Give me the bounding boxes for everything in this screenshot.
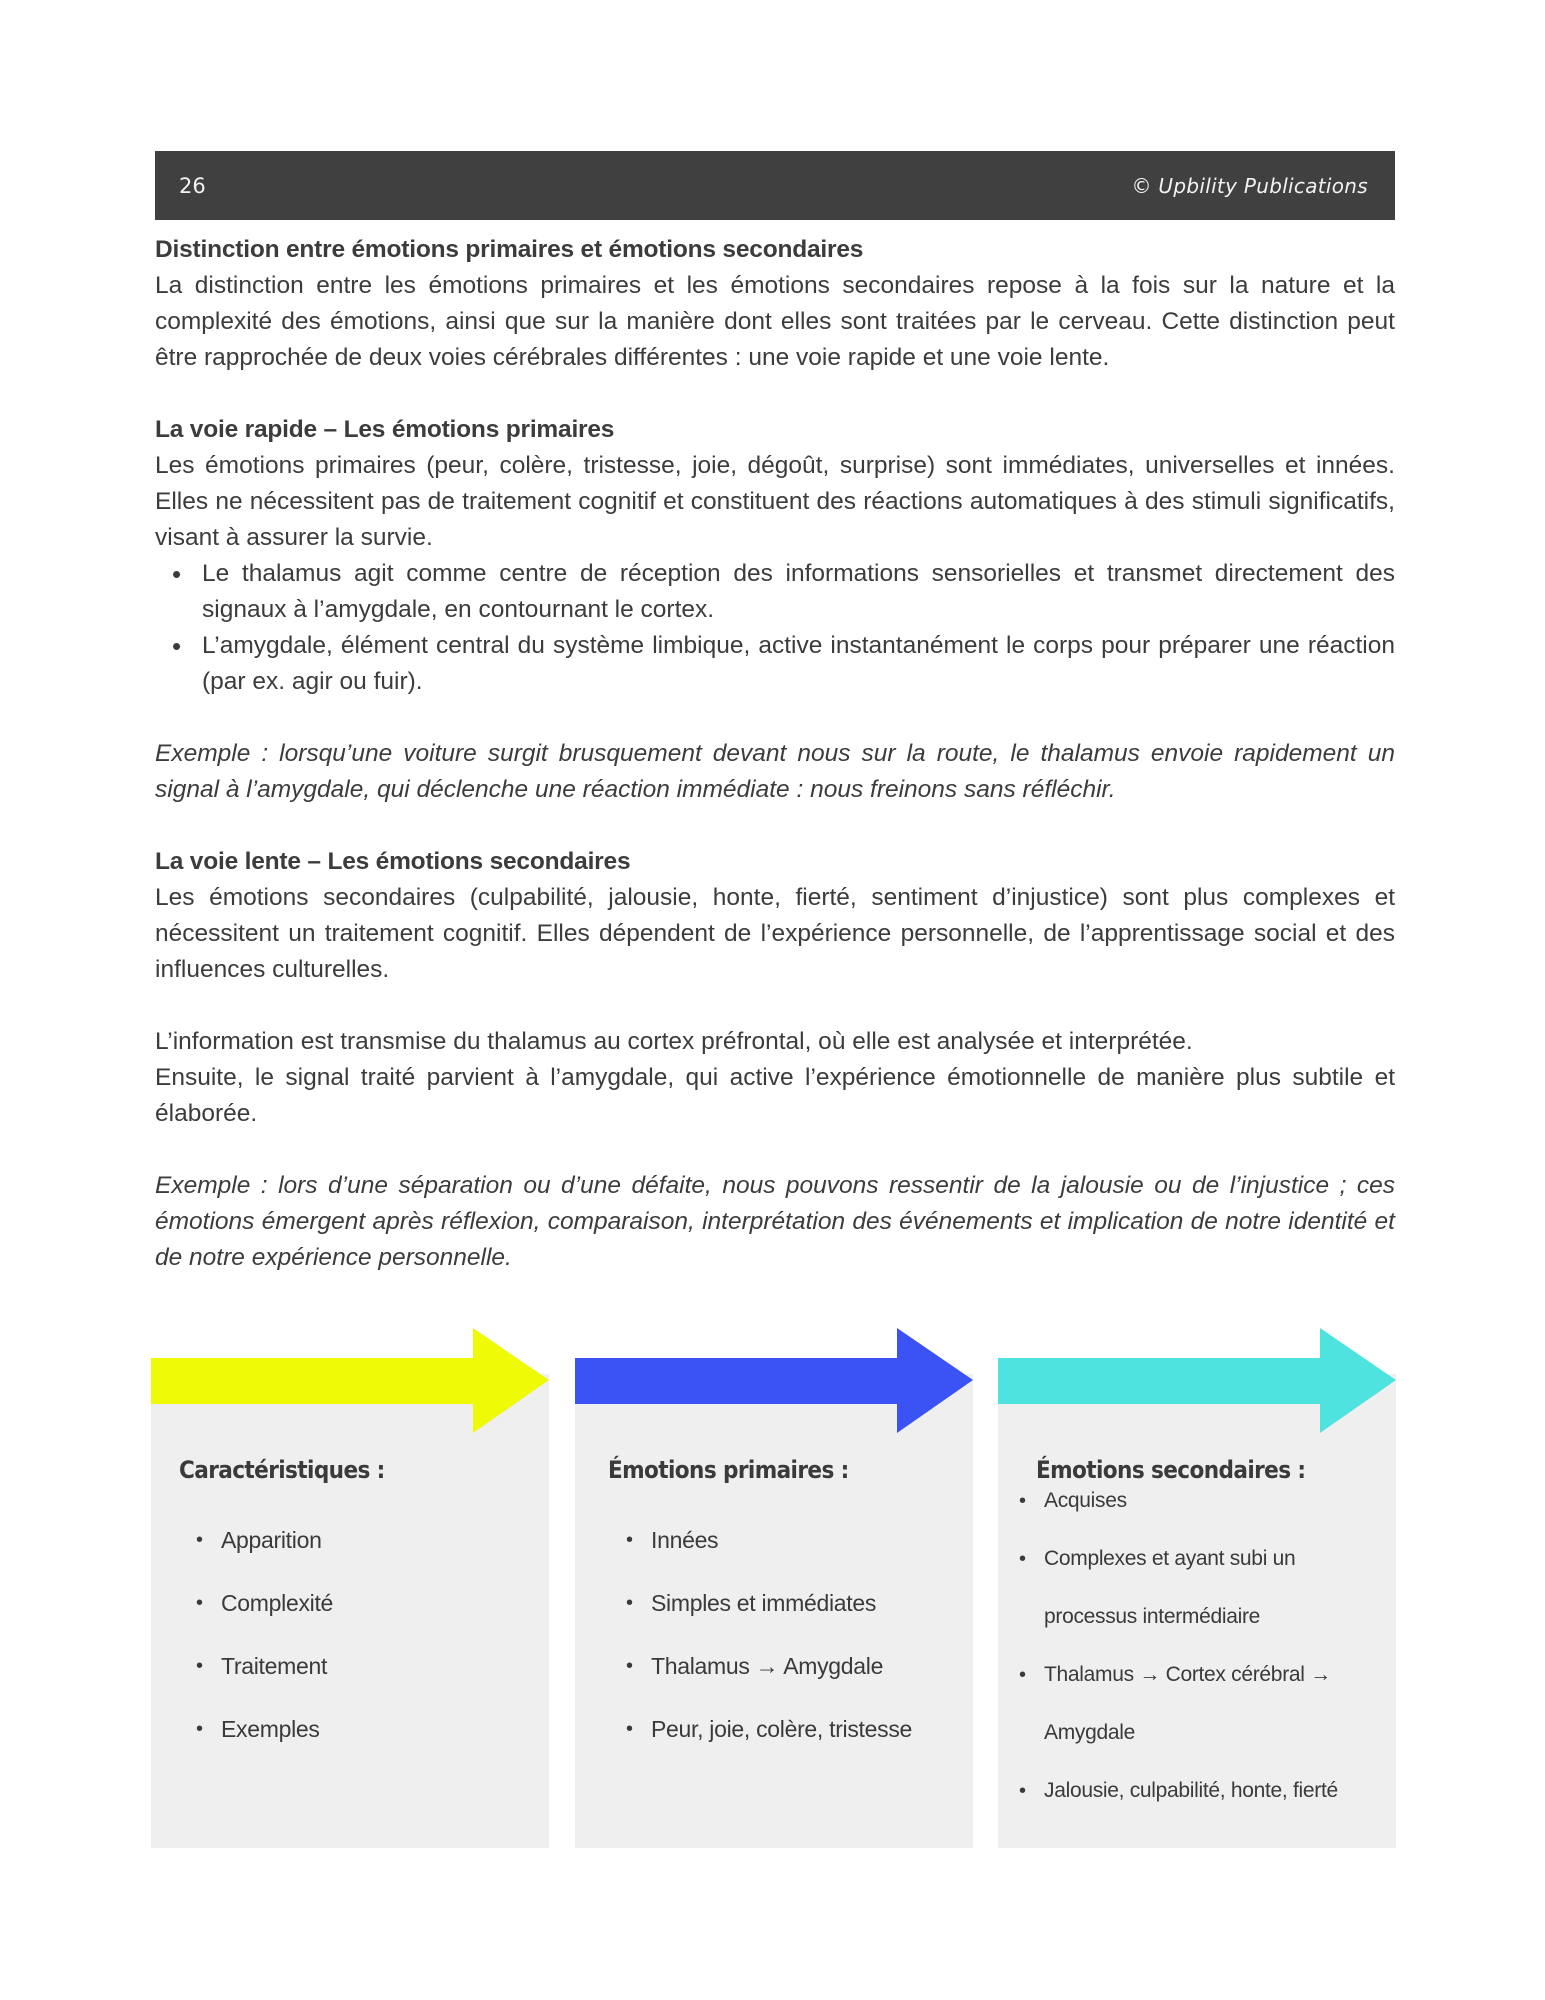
arrow-shape [998,1328,1396,1433]
publisher-credit: © Upbility Publications [1131,173,1368,198]
card-list [651,1525,912,1777]
arrow-right-icon [998,1328,1396,1438]
slow-path-text-3: Ensuite, le signal traité parvient à l’amygdale, qui active l’expérience émotionnelle de manière plus subtile et élaborée. [155,1064,1395,1127]
list-item: • Thalamus → Cortex cérébral → [1044,1646,1338,1704]
card-body [151,1374,549,1848]
arrow-shape [575,1328,973,1433]
card-characteristics [151,1328,549,1848]
list-item: • Acquises [1044,1486,1338,1516]
slow-path-example: Exemple : lors d’une séparation ou d’une défaite, nous pouvons ressentir de la jalousie ou de l’injustice ; ces émotions émergent après réflexion, comparaison, interprétation des événements et implication de notre identité et de notre expérience personnelle. [155,1172,1395,1271]
comparison-cards [0,1328,1545,1848]
intro-paragraph: La distinction entre les émotions primaires et les émotions secondaires repose à la fois sur la nature et la complexité des émotions, ainsi que sur la manière dont elles sont traitées par le cerveau. Cette distinction peut être rapprochée de deux voies cérébrales différentes : une voie rapide et une voie lente. [155,272,1395,371]
card-list [1044,1486,1338,1820]
fast-path-example: Exemple : lorsqu’une voiture surgit brusquement devant nous sur la route, le thalamus envoie rapidement un signal à l’amygdale, qui déclenche une réaction immédiate : nous freinons sans réfléchir. [155,740,1395,803]
slow-path-title: La voie lente – Les émotions secondaires [155,848,631,875]
fast-path-bullets [155,556,1395,700]
list-item: • Simples et immédiates [651,1588,912,1651]
list-item: • Traitement [221,1651,333,1714]
slow-path-text: Les émotions secondaires (culpabilité, jalousie, honte, fierté, sentiment d’injustice) sont plus complexes et nécessitent un traitement cognitif. Elles dépendent de l’expérience personnelle, de l’apprentissage social et des influences culturelles. [155,884,1395,983]
page-header-bar [155,151,1395,220]
arrow-right-icon [151,1328,549,1438]
list-item: • Exemples [221,1714,333,1777]
list-item: • Apparition [221,1525,333,1588]
card-title: Émotions primaires : [608,1456,849,1484]
page-number: 26 [179,173,206,198]
fast-path-text: Les émotions primaires (peur, colère, tristesse, joie, dégoût, surprise) sont immédiates, universelles et innées. Elles ne nécessitent pas de traitement cognitif et constituent des réactions automatiques à des stimuli significatifs, visant à assurer la survie. [155,452,1395,551]
card-title: Caractéristiques : [179,1456,385,1484]
list-item: • Thalamus → Amygdale [651,1651,912,1714]
list-item: • Innées [651,1525,912,1588]
arrow-right-icon [575,1328,973,1438]
slow-path-text-2: L’information est transmise du thalamus au cortex préfrontal, où elle est analysée et interprétée. [155,1028,1193,1055]
list-item: • Jalousie, culpabilité, honte, fierté [1044,1762,1338,1820]
arrow-shape [151,1328,549,1433]
card-title: Émotions secondaires : [1036,1456,1306,1484]
main-content [155,232,1395,1276]
list-item: • Le thalamus agit comme centre de réception des informations sensorielles et transmet directement des signaux à l’amygdale, en contournant le cortex. [202,556,1395,628]
list-item: • Peur, joie, colère, tristesse [651,1714,912,1777]
list-item-continuation: processus intermédiaire [1044,1605,1261,1628]
fast-path-title: La voie rapide – Les émotions primaires [155,416,615,443]
card-list [221,1525,333,1777]
list-item: • Complexes et ayant subi un [1044,1530,1338,1588]
card-primary-emotions [575,1328,973,1848]
card-secondary-emotions [998,1328,1396,1848]
section-title: Distinction entre émotions primaires et émotions secondaires [155,236,864,263]
list-item: • L’amygdale, élément central du système limbique, active instantanément le corps pour préparer une réaction (par ex. agir ou fuir). [202,628,1395,700]
list-item-continuation: Amygdale [1044,1721,1135,1744]
list-item: • Complexité [221,1588,333,1651]
